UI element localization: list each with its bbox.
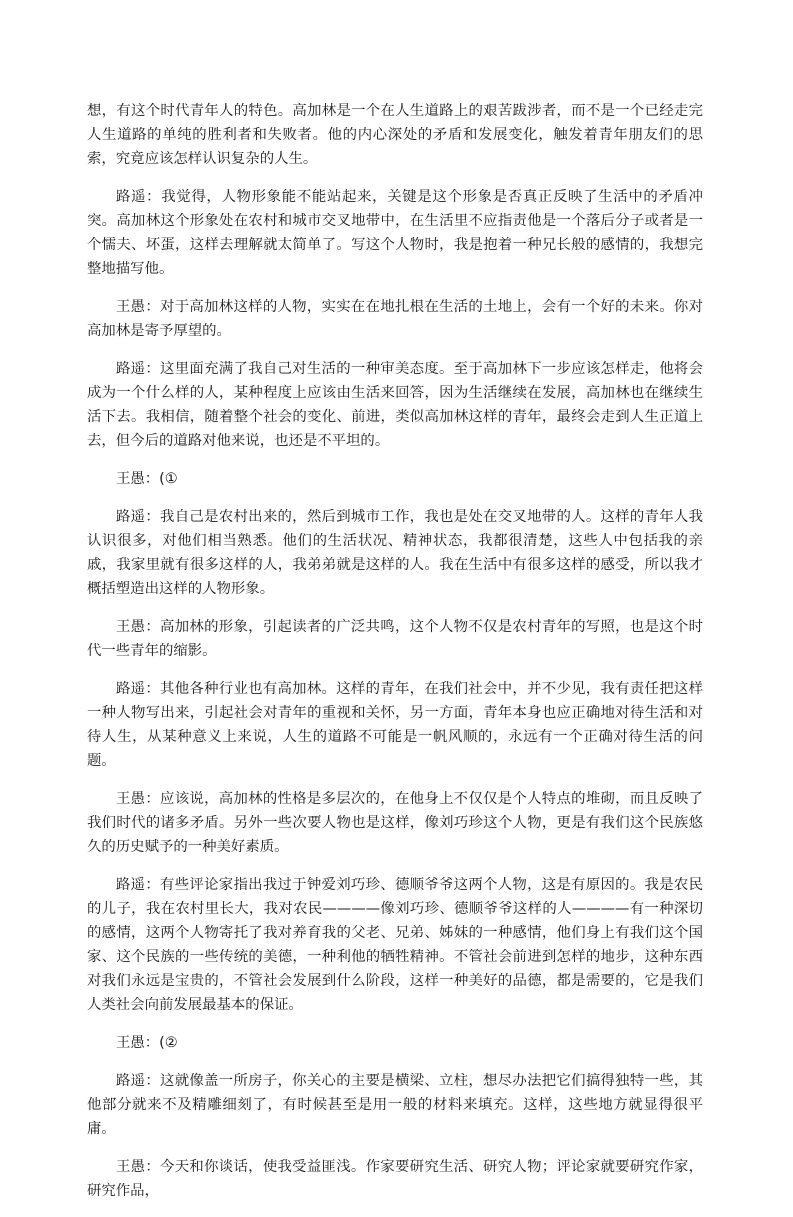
paragraph-luyao-4: 路遥：其他各种行业也有高加林。这样的青年，在我们社会中，并不少见，我有责任把这样一种人物写出来，引起社会对青年的重视和关怀，另一方面，青年本身也应正确地对待生活和对待人生，从某种意义上来说，人生的道路不可能是一帆风顺的，永远有一个正确对待生活的问题。	[87, 681, 703, 769]
paragraph-wangyu-4: 王愚：今天和你谈话，使我受益匪浅。作家要研究生活、研究人物；评论家就要研究作家，研究作品，	[87, 1159, 703, 1199]
paragraph-wangyu-3: 王愚：应该说，高加林的性格是多层次的，在他身上不仅仅是个人特点的堆砌，而且反映了我们时代的诸多矛盾。另外一些次要人物也是这样，像刘巧珍这个人物，更是有我们这个民族悠久的历史赋予的一种美好素质。	[87, 791, 703, 855]
paragraph-wangyu-blank-1: 王愚：(①	[116, 471, 178, 487]
paragraph-luyao-5: 路遥：有些评论家指出我过于钟爱刘巧珍、德顺爷爷这两个人物，这是有原因的。我是农民的儿子，我在农村里长大，我对农民————像刘巧珍、德顺爷爷这样的人————有一种深切的感情，这两个人物寄托了我对养育我的父老、兄弟、姊妹的一种感情，他们身上有我们这个国家、这个民族的一些传统的美德，一种利他的牺牲精神。不管社会前进到怎样的地步，这种东西对我们永远是宝贵的，不管社会发展到什么阶段，这样一种美好的品德，都是需要的，它是我们人类社会向前发展最基本的保证。	[87, 877, 703, 1013]
paragraph-wangyu-blank-2: 王愚：(②	[116, 1035, 178, 1051]
paragraph-wangyu-1: 王愚：对于高加林这样的人物，实实在在地扎根在生活的土地上，会有一个好的未来。你对高加林是寄予厚望的。	[87, 299, 703, 339]
paragraph-wangyu-2: 王愚：高加林的形象，引起读者的广泛共鸣，这个人物不仅是农村青年的写照，也是这个时代一些青年的缩影。	[87, 619, 703, 659]
paragraph-continuation: 想，有这个时代青年人的特色。高加林是一个在人生道路上的艰苦跋涉者，而不是一个已经走完人生道路的单纯的胜利者和失败者。他的内心深处的矛盾和发展变化，触发着青年朋友们的思索，究竟应该怎样认识复杂的人生。	[87, 103, 703, 167]
paragraph-luyao-6: 路遥：这就像盖一所房子，你关心的主要是横梁、立柱，想尽办法把它们搞得独特一些，其他部分就来不及精雕细刻了，有时候甚至是用一般的材料来填充。这样，这些地方就显得很平庸。	[87, 1073, 703, 1137]
paragraph-luyao-1: 路遥：我觉得，人物形象能不能站起来，关键是这个形象是否真正反映了生活中的矛盾冲突。高加林这个形象处在农村和城市交叉地带中，在生活里不应指责他是一个落后分子或者是一个懦夫、坏蛋，这样去理解就太简单了。写这个人物时，我是抱着一种兄长般的感情的，我想完整地描写他。	[87, 189, 703, 277]
paragraph-luyao-2: 路遥：这里面充满了我自己对生活的一种审美态度。至于高加林下一步应该怎样走，他将会成为一个什么样的人，某种程度上应该由生活来回答，因为生活继续在发展，高加林也在继续生活下去。我相信，随着整个社会的变化、前进，类似高加林这样的青年，最终会走到人生正道上去，但今后的道路对他来说，也还是不平坦的。	[87, 361, 703, 449]
document-body	[87, 99, 703, 1217]
paragraph-luyao-3: 路遥：我自己是农村出来的，然后到城市工作，我也是处在交叉地带的人。这样的青年人我认识很多，对他们相当熟悉。他们的生活状况、精神状态，我都很清楚，这些人中包括我的亲戚，我家里就有很多这样的人，我弟弟就是这样的人。我在生活中有很多这样的感受，所以我才概括塑造出这样的人物形象。	[87, 509, 703, 597]
